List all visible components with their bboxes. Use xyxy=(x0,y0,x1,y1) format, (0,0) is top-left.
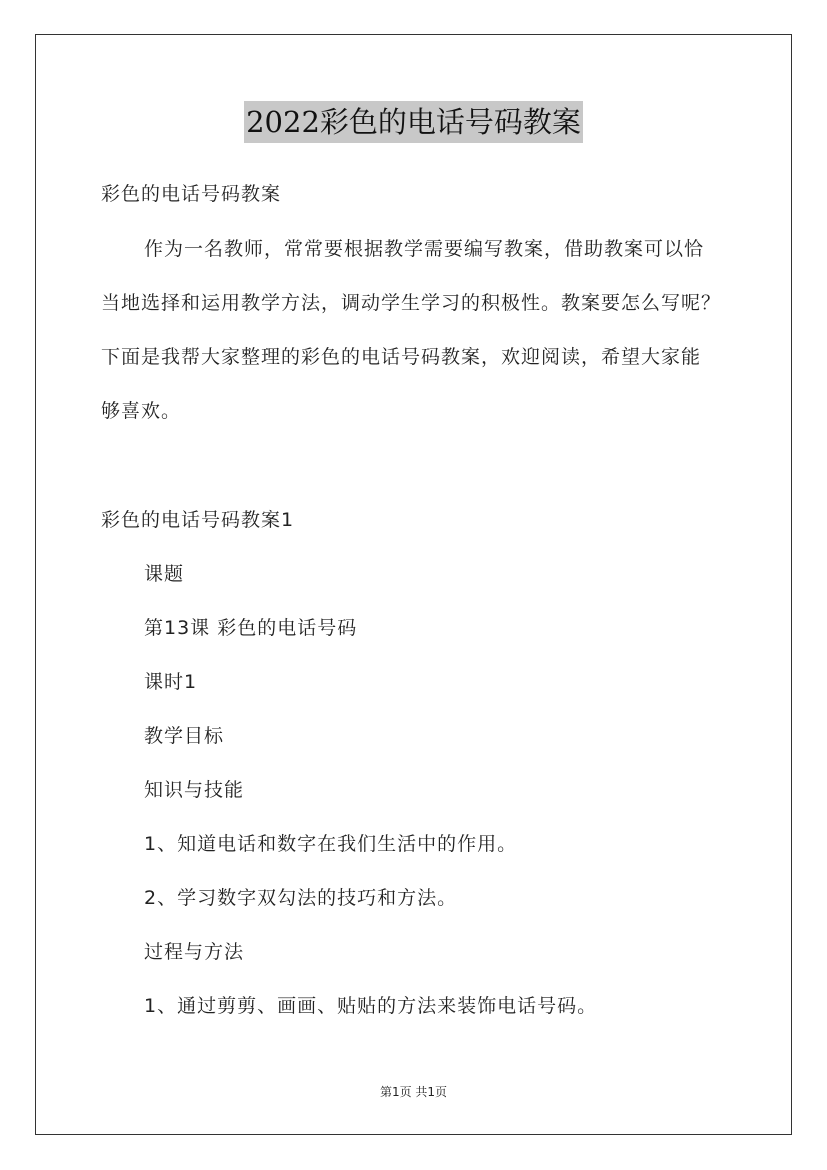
lesson-line: 第13课 彩色的电话号码 xyxy=(144,617,358,639)
lesson-heading: 彩色的电话号码教案1 xyxy=(101,509,295,531)
lesson-line: 课题 xyxy=(144,563,185,585)
document-title: 2022彩色的电话号码教案 xyxy=(244,101,583,143)
lesson-line: 教学目标 xyxy=(144,725,225,747)
section-heading: 彩色的电话号码教案 xyxy=(101,183,282,205)
lesson-line: 1、知道电话和数字在我们生活中的作用。 xyxy=(144,833,518,855)
intro-paragraph-line: 下面是我帮大家整理的彩色的电话号码教案，欢迎阅读，希望大家能 xyxy=(101,346,702,368)
lesson-line: 知识与技能 xyxy=(144,779,245,801)
page-footer: 第1页 共1页 xyxy=(379,1085,448,1099)
intro-paragraph-line: 作为一名教师，常常要根据教学需要编写教案，借助教案可以恰 xyxy=(144,238,705,260)
title-container xyxy=(0,101,827,143)
lesson-line: 课时1 xyxy=(144,671,198,693)
lesson-line: 过程与方法 xyxy=(144,941,245,963)
intro-paragraph-line: 当地选择和运用教学方法，调动学生学习的积极性。教案要怎么写呢？ xyxy=(101,292,722,314)
intro-paragraph-line: 够喜欢。 xyxy=(101,400,182,422)
lesson-line: 1、通过剪剪、画画、贴贴的方法来装饰电话号码。 xyxy=(144,995,598,1017)
lesson-line: 2、学习数字双勾法的技巧和方法。 xyxy=(144,887,458,909)
